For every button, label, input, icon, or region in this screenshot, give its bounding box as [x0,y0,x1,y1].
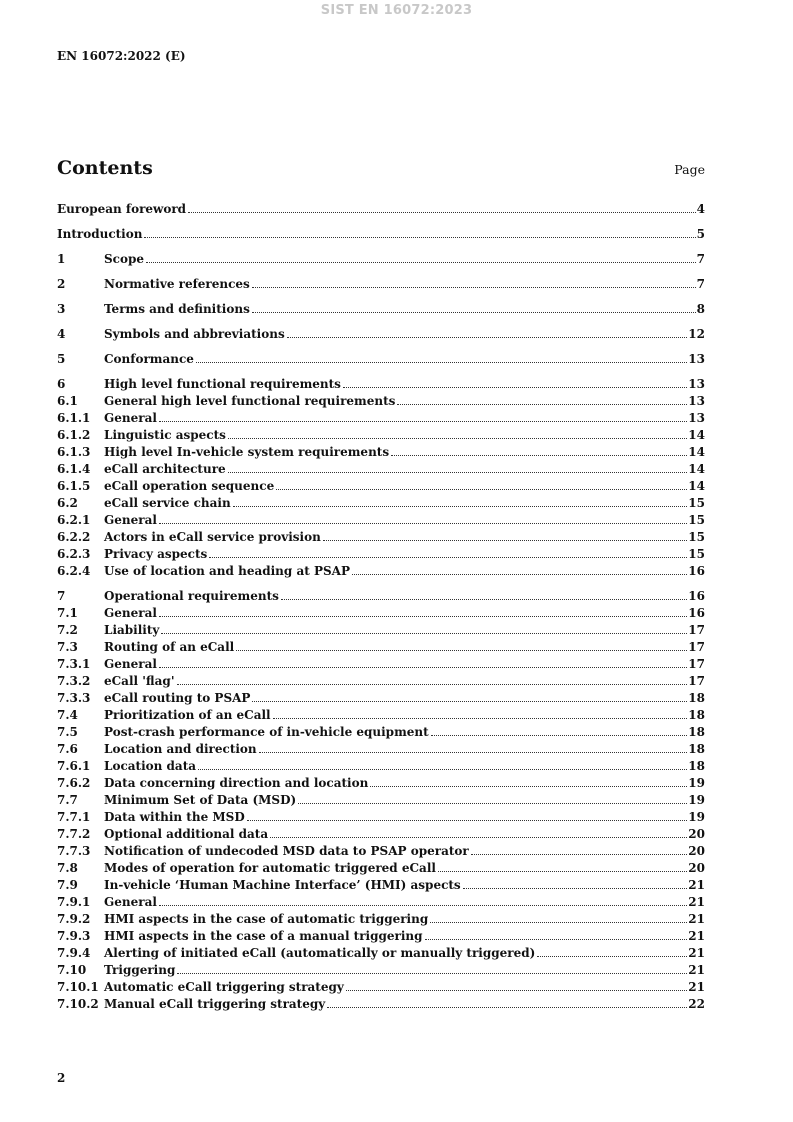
toc-entry-number: 1 [57,252,66,266]
toc-entry-title: Actors in eCall service provision [104,530,321,544]
toc-entry-number: 5 [57,352,66,366]
toc-entry-number: 6.1 [57,394,78,408]
toc-entry[interactable] [57,411,705,428]
toc-dot-leader [270,836,687,838]
toc-entry[interactable] [57,530,705,547]
toc-entry-number: 7.3 [57,640,78,654]
toc-entry-title: Routing of an eCall [104,640,235,654]
toc-entry-number: 6.2.4 [57,564,91,578]
toc-entry-page: 19 [688,810,705,824]
toc-entry-number: 7.4 [57,708,78,722]
toc-entry-number: 7.9.3 [57,929,91,943]
toc-dot-leader [159,904,687,906]
toc-dot-leader [430,921,687,923]
toc-entry-title: eCall operation sequence [104,479,275,493]
toc-entry-title: Optional additional data [104,827,269,841]
toc-dot-leader [159,615,687,617]
toc-entry-title: High level functional requirements [104,377,341,391]
toc-entry-page: 17 [688,657,705,671]
toc-entry[interactable] [57,377,705,394]
toc-entry-page: 15 [688,530,705,544]
toc-entry-page: 18 [688,725,705,739]
toc-entry[interactable] [57,394,705,411]
toc-entry-number: 7.9.4 [57,946,91,960]
toc-entry-page: 18 [688,691,705,705]
toc-entry[interactable] [57,547,705,564]
toc-entry-number: 6 [57,377,66,391]
toc-entry-title: Liability [104,623,160,637]
toc-entry-title: Manual eCall triggering strategy [104,997,326,1011]
toc-entry-number: 6.1.5 [57,479,91,493]
toc-entry-page: 17 [688,640,705,654]
toc-entry-number: 7.1 [57,606,78,620]
toc-dot-leader [159,522,687,524]
toc-entry-number: 6.1.2 [57,428,91,442]
toc-dot-leader [161,632,687,634]
toc-entry-title: Modes of operation for automatic triggered eCall [104,861,436,875]
toc-dot-leader [471,853,688,855]
watermark-text: SIST EN 16072:2023 [320,3,473,18]
toc-entry[interactable] [57,878,705,895]
toc-entry[interactable] [57,742,705,759]
toc-entry[interactable] [57,980,705,997]
toc-entry-title: Operational requirements [104,589,279,603]
toc-entry[interactable] [57,589,705,606]
toc-entry-page: 20 [688,844,705,858]
toc-entry[interactable] [57,912,705,929]
toc-entry-title: Minimum Set of Data (MSD) [104,793,297,807]
toc-entry-number: 7.9.1 [57,895,91,909]
toc-entry[interactable] [57,674,705,691]
toc-entry-title: European foreword [57,202,187,216]
toc-entry[interactable] [57,513,705,530]
toc-entry[interactable] [57,302,705,319]
toc-entry-page: 20 [688,861,705,875]
toc-entry-title: Post-crash performance of in-vehicle equipment [104,725,429,739]
toc-entry-page: 5 [696,227,705,241]
toc-entry-title: Location data [104,759,197,773]
toc-dot-leader [537,955,687,957]
toc-entry-page: 7 [696,252,705,266]
toc-entry-title: Location and direction [104,742,257,756]
toc-entry-title: Conformance [104,352,194,366]
toc-entry-page: 18 [688,742,705,756]
toc-entry-number: 7.9 [57,878,78,892]
toc-entry-page: 17 [688,623,705,637]
toc-entry-page: 21 [688,946,705,960]
toc-dot-leader [252,700,687,702]
toc-dot-leader [343,386,687,388]
toc-entry[interactable] [57,606,705,623]
toc-entry-number: 6.2.3 [57,547,91,561]
toc-dot-leader [323,539,688,541]
toc-entry-title: General high level functional requirements [104,394,396,408]
toc-entry-number: 7.2 [57,623,78,637]
toc-dot-leader [425,938,688,940]
toc-entry-number: 7.6.1 [57,759,91,773]
toc-dot-leader [159,666,687,668]
toc-dot-leader [327,1006,687,1008]
toc-entry-title: Scope [104,252,145,266]
toc-entry-page: 19 [688,776,705,790]
toc-entry-page: 15 [688,547,705,561]
toc-entry-number: 4 [57,327,66,341]
toc-entry-title: Notification of undecoded MSD data to PSAP operator [104,844,469,858]
toc-entry-title: Terms and definitions [104,302,250,316]
toc-entry-number: 7.3.3 [57,691,91,705]
toc-entry-title: HMI aspects in the case of a manual triggering [104,929,423,943]
toc-entry-page: 13 [688,411,705,425]
toc-entry-number: 6.2.2 [57,530,91,544]
toc-dot-leader [252,311,696,313]
toc-entry-title: Prioritization of an eCall [104,708,271,722]
toc-entry-number: 7.7.1 [57,810,91,824]
toc-entry[interactable] [57,793,705,810]
toc-entry-title: eCall service chain [104,496,231,510]
toc-entry[interactable] [57,725,705,742]
toc-dot-leader [298,802,687,804]
toc-entry[interactable] [57,227,705,244]
toc-entry[interactable] [57,946,705,963]
toc-entry-number: 7.7.2 [57,827,91,841]
toc-entry[interactable] [57,691,705,708]
toc-entry[interactable] [57,479,705,496]
toc-dot-leader [159,420,687,422]
toc-entry-number: 6.2.1 [57,513,91,527]
toc-entry-title: eCall architecture [104,462,226,476]
toc-entry-title: Automatic eCall triggering strategy [104,980,344,994]
toc-entry-title: Normative references [104,277,250,291]
toc-entry-page: 14 [688,445,705,459]
toc-entry[interactable] [57,445,705,462]
toc-entry-title: Linguistic aspects [104,428,226,442]
toc-entry-number: 6.1.4 [57,462,91,476]
toc-entry-number: 2 [57,277,66,291]
toc-dot-leader [146,261,696,263]
toc-entry[interactable] [57,810,705,827]
toc-entry-page: 21 [688,895,705,909]
toc-entry[interactable] [57,202,705,219]
toc-entry-title: High level In-vehicle system requirements [104,445,390,459]
toc-entry-number: 6.2 [57,496,78,510]
toc-dot-leader [287,336,688,338]
toc-entry-number: 6.1.3 [57,445,91,459]
toc-dot-leader [228,471,688,473]
toc-entry-number: 7.7 [57,793,78,807]
toc-dot-leader [397,403,687,405]
toc-entry-title: Privacy aspects [104,547,208,561]
toc-dot-leader [346,989,687,991]
toc-dot-leader [252,286,696,288]
toc-entry-title: General [104,895,157,909]
toc-entry[interactable] [57,657,705,674]
toc-entry-title: In-vehicle ‘Human Machine Interface’ (HMI) aspects [104,878,461,892]
toc-entry-page: 15 [688,513,705,527]
toc-entry-page: 18 [688,759,705,773]
toc-entry-number: 7.3.2 [57,674,91,688]
toc-entry[interactable] [57,252,705,269]
toc-entry[interactable] [57,861,705,878]
toc-entry-page: 19 [688,793,705,807]
toc-entry-number: 7.10.1 [57,980,99,994]
toc-entry-page: 21 [688,980,705,994]
toc-entry-title: General [104,411,157,425]
toc-entry-page: 14 [688,479,705,493]
page-title: Contents [57,157,153,179]
toc-entry-title: General [104,513,157,527]
toc-entry[interactable] [57,759,705,776]
toc-entry[interactable] [57,997,705,1014]
toc-entry-number: 7.9.2 [57,912,91,926]
toc-entry-title: Data concerning direction and location [104,776,369,790]
toc-entry-number: 7.10 [57,963,87,977]
toc-entry-title: Data within the MSD [104,810,245,824]
toc-entry[interactable] [57,827,705,844]
toc-entry-title: Introduction [57,227,143,241]
table-of-contents [57,202,705,1014]
toc-entry-page: 16 [688,589,705,603]
toc-entry[interactable] [57,496,705,513]
toc-entry-page: 14 [688,428,705,442]
toc-entry[interactable] [57,462,705,479]
page-column-label: Page [674,162,705,177]
toc-entry-title: eCall 'flag' [104,674,175,688]
toc-dot-leader [281,598,687,600]
toc-dot-leader [370,785,687,787]
toc-dot-leader [247,819,688,821]
toc-dot-leader [431,734,688,736]
toc-dot-leader [228,437,687,439]
toc-entry-page: 21 [688,929,705,943]
toc-entry-page: 20 [688,827,705,841]
toc-entry-number: 7.5 [57,725,78,739]
toc-entry-page: 7 [696,277,705,291]
toc-dot-leader [144,236,695,238]
toc-entry-title: eCall routing to PSAP [104,691,251,705]
toc-dot-leader [177,972,687,974]
toc-entry[interactable] [57,708,705,725]
toc-dot-leader [276,488,687,490]
toc-entry[interactable] [57,327,705,344]
toc-entry-number: 6.1.1 [57,411,91,425]
toc-entry-page: 16 [688,606,705,620]
toc-entry[interactable] [57,277,705,294]
toc-entry-page: 4 [696,202,705,216]
toc-entry[interactable] [57,895,705,912]
toc-entry-page: 18 [688,708,705,722]
toc-entry-page: 15 [688,496,705,510]
toc-entry-title: HMI aspects in the case of automatic triggering [104,912,429,926]
toc-dot-leader [391,454,687,456]
toc-entry[interactable] [57,844,705,861]
toc-entry-title: Use of location and heading at PSAP [104,564,350,578]
toc-dot-leader [188,211,696,213]
toc-entry-page: 21 [688,912,705,926]
toc-dot-leader [198,768,687,770]
toc-entry-page: 21 [688,878,705,892]
toc-dot-leader [273,717,688,719]
toc-entry-title: Alerting of initiated eCall (automatically or manually triggered) [104,946,536,960]
toc-entry-number: 7.7.3 [57,844,91,858]
toc-entry[interactable] [57,564,705,581]
toc-entry-page: 13 [688,377,705,391]
toc-entry-page: 21 [688,963,705,977]
toc-dot-leader [177,683,688,685]
toc-entry[interactable] [57,640,705,657]
toc-entry-page: 12 [688,327,705,341]
toc-entry-page: 13 [688,394,705,408]
toc-entry-number: 7.6.2 [57,776,91,790]
toc-dot-leader [209,556,687,558]
toc-entry-page: 8 [696,302,705,316]
toc-dot-leader [352,573,687,575]
toc-entry[interactable] [57,929,705,946]
toc-entry[interactable] [57,623,705,640]
toc-entry-number: 7 [57,589,66,603]
toc-dot-leader [463,887,688,889]
toc-entry-title: General [104,657,157,671]
toc-entry-page: 22 [688,997,705,1011]
toc-dot-leader [438,870,687,872]
page-number: 2 [57,1071,66,1085]
toc-entry-page: 13 [688,352,705,366]
toc-dot-leader [259,751,688,753]
toc-entry[interactable] [57,352,705,369]
toc-entry-title: Triggering [104,963,176,977]
toc-entry-page: 14 [688,462,705,476]
toc-dot-leader [236,649,687,651]
toc-entry[interactable] [57,776,705,793]
toc-entry-number: 7.3.1 [57,657,91,671]
toc-entry[interactable] [57,428,705,445]
toc-entry-number: 7.6 [57,742,78,756]
toc-dot-leader [196,361,687,363]
toc-dot-leader [233,505,688,507]
toc-entry-number: 3 [57,302,66,316]
toc-entry-page: 16 [688,564,705,578]
toc-entry-title: General [104,606,157,620]
toc-entry-page: 17 [688,674,705,688]
toc-entry-title: Symbols and abbreviations [104,327,285,341]
toc-entry-number: 7.8 [57,861,78,875]
toc-entry-number: 7.10.2 [57,997,99,1011]
document-identifier: EN 16072:2022 (E) [57,49,186,63]
toc-entry[interactable] [57,963,705,980]
